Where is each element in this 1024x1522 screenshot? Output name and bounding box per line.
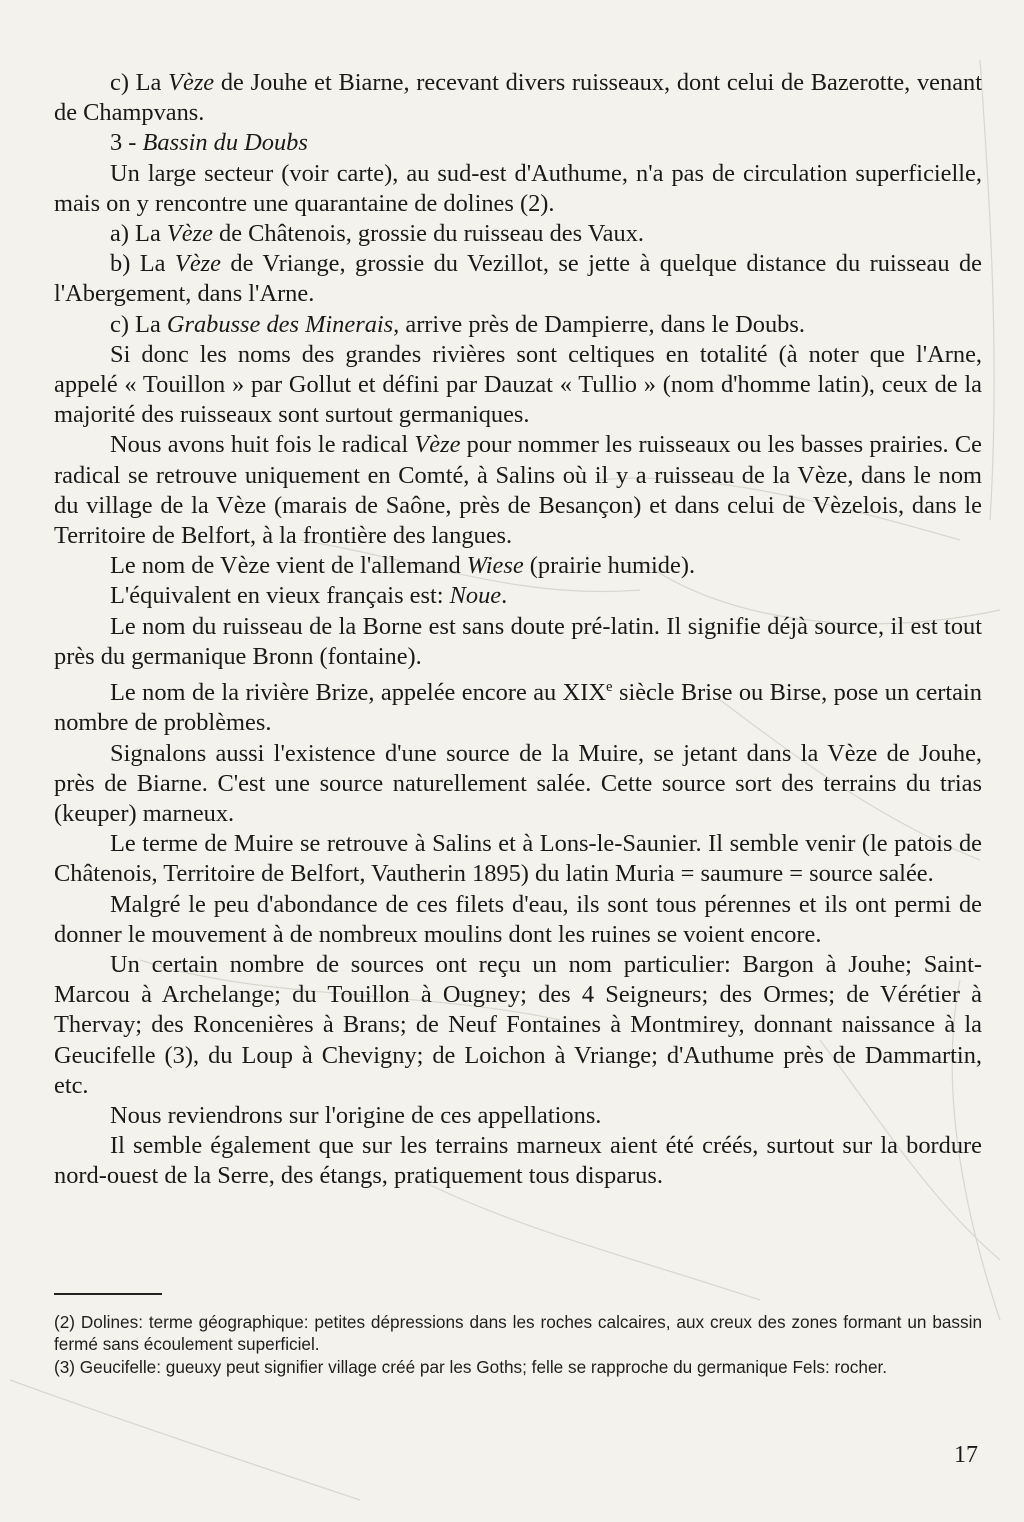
paragraph: Le nom de la rivière Brize, appelée encore au XIXe siècle Brise ou Birse, pose un certain nombre de problèmes.: [54, 679, 982, 737]
paragraph: Un large secteur (voir carte), au sud-est d'Authume, n'a pas de circulation superficielle, mais on y rencontre une quarantaine de dolines (2).: [54, 159, 982, 217]
paragraph: 3 - Bassin du Doubs: [110, 129, 308, 157]
italic-term: Vèze: [414, 431, 461, 459]
paragraph: Il semble également que sur les terrains marneux aient été créés, surtout sur la bordure nord-ouest de la Serre, des étangs, pratiquement tous disparus.: [54, 1132, 982, 1190]
body-text: [54, 68, 982, 1192]
paragraph: c) La Vèze de Jouhe et Biarne, recevant divers ruisseaux, dont celui de Bazerotte, venant de Champvans.: [54, 69, 982, 127]
paragraph: Si donc les noms des grandes rivières sont celtiques en totalité (à noter que l'Arne, appelé « Touillon » par Gollut et défini par Dauzat « Tullio » (nom d'homme latin), ceux de la majorité des ruisseaux sont surtout germaniques.: [54, 340, 982, 429]
superscript: e: [606, 679, 613, 696]
footnote-3: (3) Geucifelle: gueuxy peut signifier village créé par les Goths; felle se rapproche du germanique Fels: rocher.: [54, 1357, 888, 1377]
paragraph: Le nom du ruisseau de la Borne est sans doute pré-latin. Il signifie déjà source, il est tout près du germanique Bronn (fontaine).: [54, 612, 982, 670]
paragraph: Le nom de Vèze vient de l'allemand Wiese (prairie humide).: [110, 552, 696, 580]
paragraph: Malgré le peu d'abondance de ces filets d'eau, ils sont tous pérennes et ils ont permi de donner le mouvement à de nombreux moulins dont les ruines se voient encore.: [54, 890, 982, 948]
page-number: 17: [954, 1442, 978, 1468]
italic-term: Bassin du Doubs: [142, 129, 308, 157]
italic-term: Vèze: [168, 69, 215, 96]
paragraph: L'équivalent en vieux français est: Noue.: [110, 582, 508, 610]
paragraph: a) La Vèze de Châtenois, grossie du ruisseau des Vaux.: [110, 220, 644, 248]
paragraph: Le terme de Muire se retrouve à Salins et à Lons-le-Saunier. Il semble venir (le patois de Châtenois, Territoire de Belfort, Vautherin 1895) du latin Muria = saumure = source salée.: [54, 830, 982, 888]
italic-term: Vèze: [166, 220, 213, 248]
paragraph: Signalons aussi l'existence d'une source de la Muire, se jetant dans la Vèze de Jouhe, près de Biarne. C'est une source naturellement salée. Cette source sort des terrains du trias (keuper) marneux.: [54, 739, 982, 827]
paragraph: Nous reviendrons sur l'origine de ces appellations.: [110, 1102, 602, 1130]
italic-term: Wiese: [466, 552, 524, 580]
paragraph: c) La Grabusse des Minerais, arrive près de Dampierre, dans le Doubs.: [110, 310, 805, 338]
footnote-2: (2) Dolines: terme géographique: petites dépressions dans les roches calcaires, aux creux des zones formant un bassin fermé sans écoulement superficiel.: [54, 1312, 982, 1354]
italic-term: Vèze: [174, 250, 221, 278]
footnotes: [54, 1312, 982, 1381]
footnote-divider: [54, 1293, 162, 1295]
paragraph: Un certain nombre de sources ont reçu un nom particulier: Bargon à Jouhe; Saint-Marcou à Archelange; du Touillon à Ougney; des 4 Seigneurs; des Ormes; de Vérétier à Thervay; des Roncenières à Brans; de Neuf Fontaines à Montmirey, donnant naissance à la Geucifelle (3), du Loup à Chevigny; de Loichon à Vriange; d'Authume près de Dammartin, etc.: [54, 951, 982, 1099]
italic-term: Grabusse des Minerais,: [166, 310, 400, 338]
italic-term: Noue: [449, 582, 502, 610]
paragraph: b) La Vèze de Vriange, grossie du Vezillot, se jette à quelque distance du ruisseau de l'Abergement, dans l'Arne.: [54, 250, 982, 308]
paragraph: Nous avons huit fois le radical Vèze pour nommer les ruisseaux ou les basses prairies. Ce radical se retrouve uniquement en Comté, à Salins où il y a ruisseau de la Vèze, dans le nom du village de la Vèze (marais de Saône, près de Besançon) et dans celui de Vèzelois, dans le Territoire de Belfort, à la frontière des langues.: [54, 431, 982, 550]
